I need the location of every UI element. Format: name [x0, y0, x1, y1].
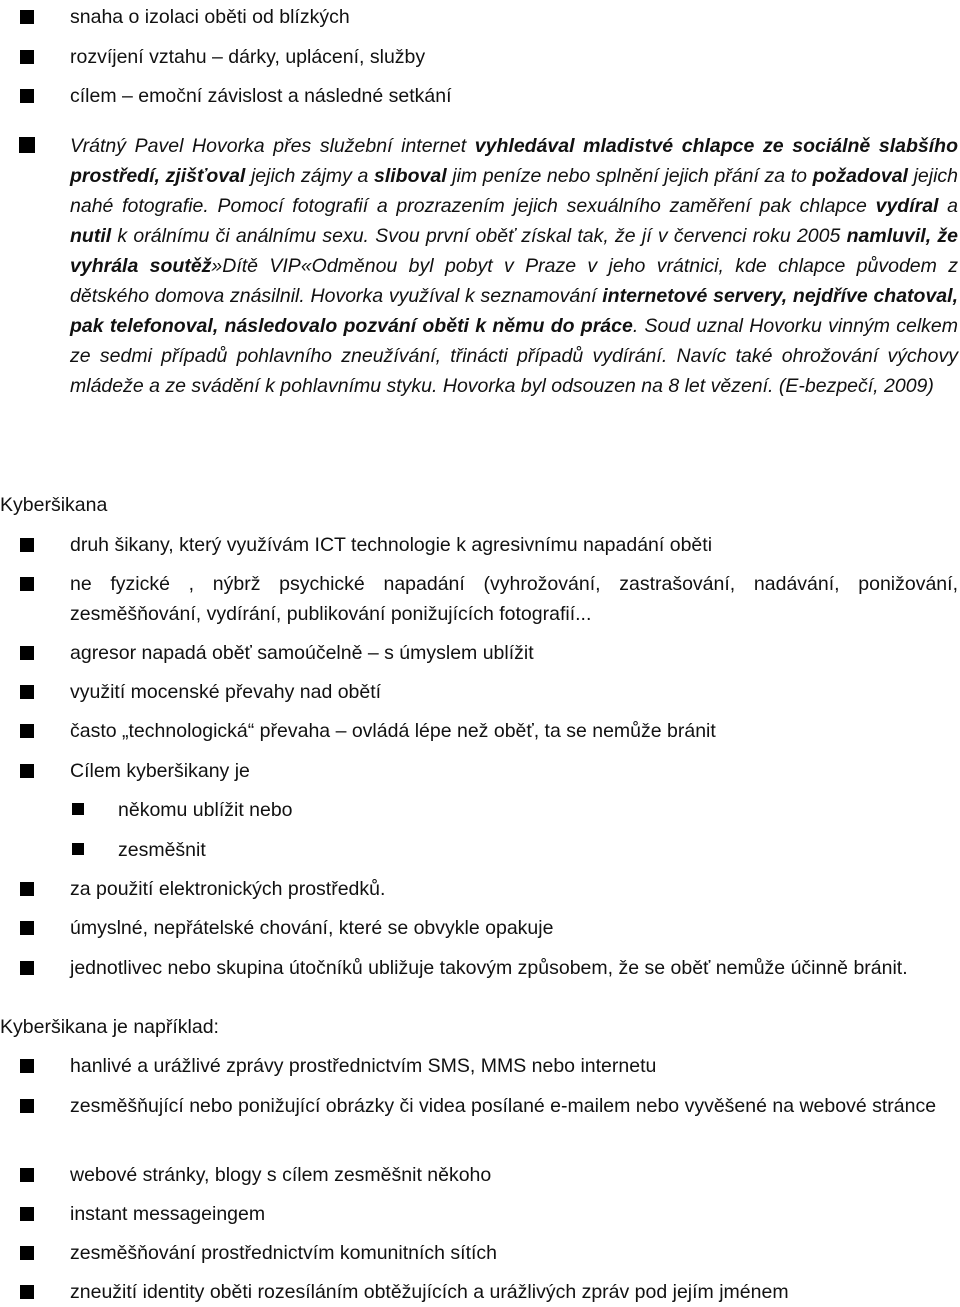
square-bullet-icon	[20, 577, 34, 591]
square-bullet-icon	[20, 961, 34, 975]
list-item: instant messageingem	[70, 1199, 958, 1229]
list-item: druh šikany, který využívám ICT technologie k agresivnímu napadání oběti	[70, 530, 958, 560]
list-item: webové stránky, blogy s cílem zesměšnit někoho	[70, 1160, 958, 1190]
list-item: ne fyzické , nýbrž psychické napadání (vyhrožování, zastrašování, nadávání, ponižování, zesměšňování, vydírání, publikování ponižujících fotografií...	[70, 569, 958, 629]
list-item: využití mocenské převahy nad obětí	[70, 677, 958, 707]
list-item: zneužití identity oběti rozesíláním obtěžujících a urážlivých zpráv pod jejím jménem	[70, 1277, 958, 1307]
list-item: zesměšňující nebo ponižující obrázky či videa posílané e-mailem nebo vyvěšené na webové stránce	[70, 1091, 958, 1121]
square-bullet-icon	[20, 1168, 34, 1182]
square-bullet-icon	[20, 50, 34, 64]
list-item: rozvíjení vztahu – dárky, uplácení, služby	[70, 42, 958, 72]
square-bullet-icon	[20, 764, 34, 778]
square-bullet-icon	[20, 1246, 34, 1260]
square-bullet-icon	[20, 921, 34, 935]
list-item: jednotlivec nebo skupina útočníků ubližuje takovým způsobem, že se oběť nemůže účinně bránit.	[70, 953, 958, 983]
list-item: zesměšňování prostřednictvím komunitních sítích	[70, 1238, 958, 1268]
list-item: často „technologická“ převaha – ovládá lépe než oběť, ta se nemůže bránit	[70, 716, 958, 746]
square-bullet-icon	[20, 1207, 34, 1221]
sub-list-item: zesměšnit	[118, 835, 958, 865]
square-bullet-icon	[20, 538, 34, 552]
square-bullet-icon	[20, 685, 34, 699]
section-heading: Kyberšikana je například:	[0, 1016, 219, 1038]
list-item: Cílem kyberšikany je	[70, 756, 958, 786]
list-item: hanlivé a urážlivé zprávy prostřednictvím SMS, MMS nebo internetu	[70, 1051, 958, 1081]
case-study-paragraph: Vrátný Pavel Hovorka přes služební internet vyhledával mladistvé chlapce ze sociálně slabšího prostředí, zjišťoval jejich zájmy a sliboval jim peníze nebo splnění jejich přání za to požadoval jejich nahé fotografie. Pomocí fotografií a prozrazením jejich sexuálního zaměření pak chlapce vydíral a nutil k orálnímu či análnímu sexu. Svou první oběť získal tak, že jí v červenci roku 2005 namluvil, že vyhrála soutěž»Dítě VIP«Odměnou byl pobyt v Praze v jeho vrátnici, kde chlapce původem z dětského domova znásilnil. Hovorka využíval k seznamování internetové servery, nejdříve chatoval, pak telefonoval, následovalo pozvání oběti k němu do práce. Soud uznal Hovorku vinným celkem ze sedmi případů pohlavního zneužívání, třinácti případů vydírání. Navíc také ohrožování výchovy mládeže a ze svádění k pohlavnímu styku. Hovorka byl odsouzen na 8 let vězení. (E-bezpečí, 2009)	[70, 131, 958, 401]
square-bullet-icon	[72, 843, 84, 855]
square-bullet-icon	[20, 1059, 34, 1073]
square-bullet-icon	[20, 89, 34, 103]
square-bullet-icon	[19, 137, 35, 153]
sub-list-item: někomu ublížit nebo	[118, 795, 958, 825]
list-item: úmyslné, nepřátelské chování, které se obvykle opakuje	[70, 913, 958, 943]
section-heading: Kyberšikana	[0, 494, 108, 516]
square-bullet-icon	[20, 10, 34, 24]
square-bullet-icon	[20, 1285, 34, 1299]
square-bullet-icon	[20, 1099, 34, 1113]
list-item: za použití elektronických prostředků.	[70, 874, 958, 904]
square-bullet-icon	[20, 646, 34, 660]
list-item: cílem – emoční závislost a následné setkání	[70, 81, 958, 111]
square-bullet-icon	[20, 724, 34, 738]
list-item: agresor napadá oběť samoúčelně – s úmyslem ublížit	[70, 638, 958, 668]
list-item: snaha o izolaci oběti od blízkých	[70, 2, 958, 32]
square-bullet-icon	[20, 882, 34, 896]
square-bullet-icon	[72, 803, 84, 815]
